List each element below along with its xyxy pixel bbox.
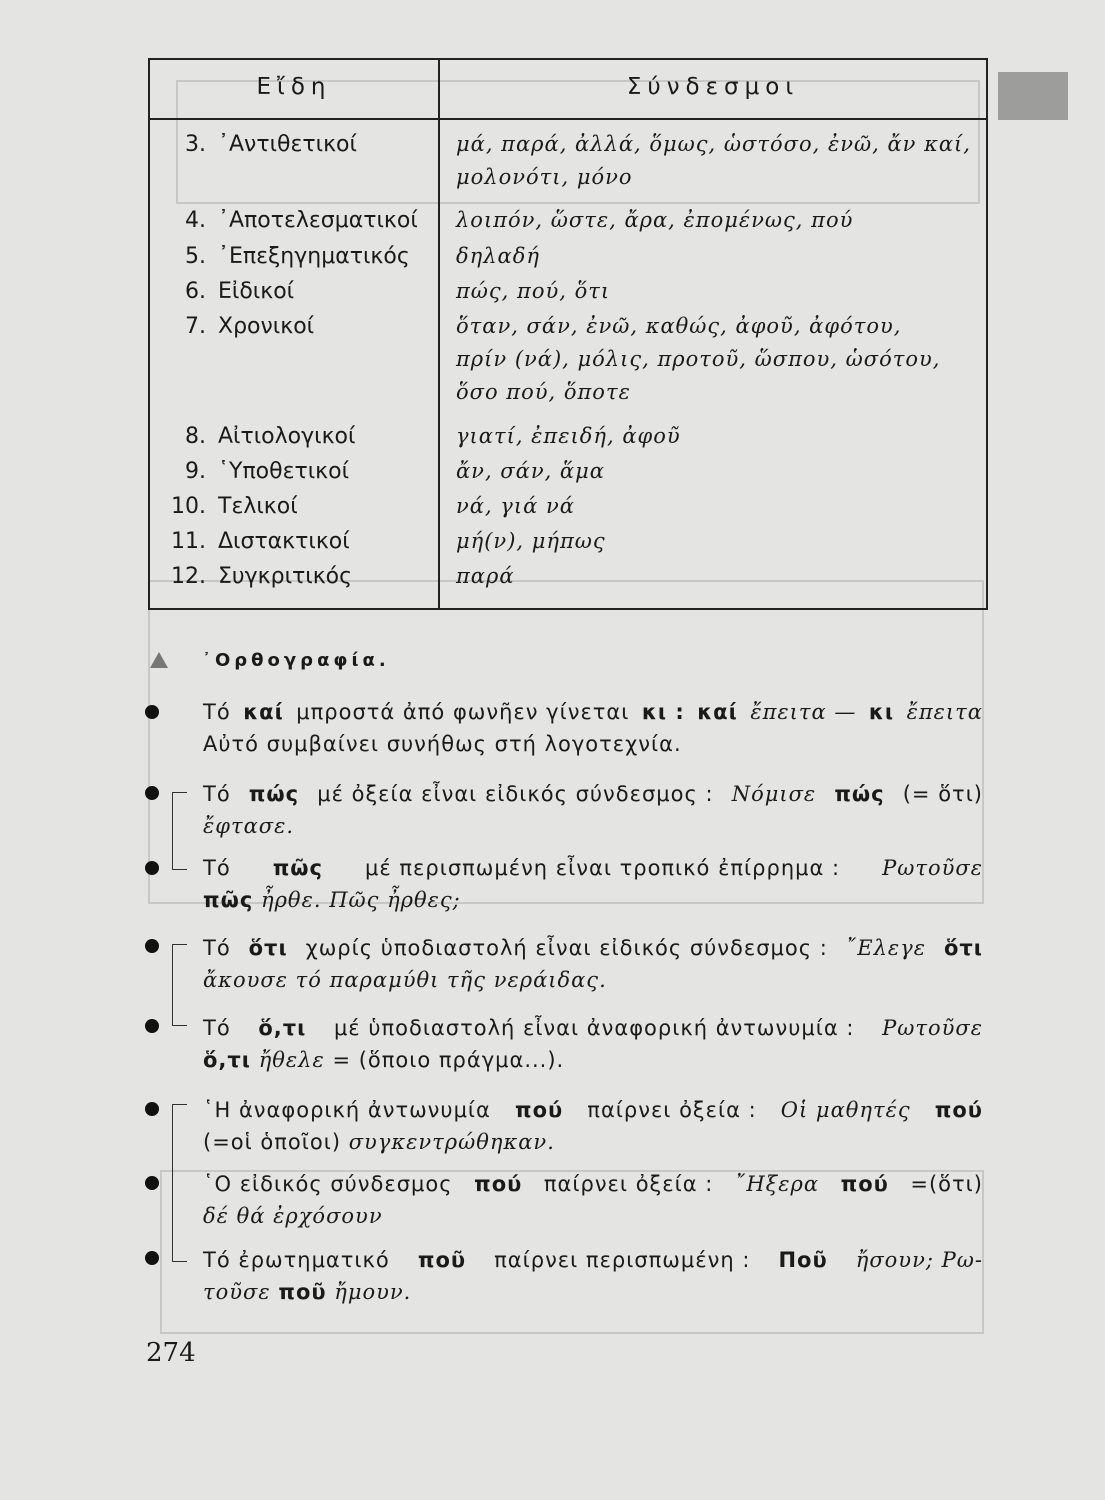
rule-example: ἤσουν; Ρω- [855, 1248, 983, 1272]
row-kind: ῾Υποθετικοί [218, 459, 350, 484]
header-divider [150, 118, 986, 120]
row-kind: ᾿Αποτελεσματικοί [218, 208, 418, 233]
rule-keyword: ὅτι [943, 936, 983, 960]
row-conjunctions: ἄν, σάν, ἅμα [456, 459, 605, 483]
row-number: 11. [171, 529, 206, 554]
rule-text: =(ὅτι) [910, 1172, 983, 1196]
rule-text: χωρίς ὑποδιαστολή εἶναι εἰδικός σύνδεσμος : [305, 936, 828, 960]
row-number: 9. [185, 459, 206, 484]
rule-text: παίρνει ὀξεία : [587, 1098, 757, 1122]
rule-keyword: κι : [641, 700, 685, 724]
orthography-rule [203, 1094, 983, 1158]
row-conjunctions: μά, παρά, ἀλλά, ὅμως, ὡστόσο, ἐνῶ, ἄν καί, [456, 132, 971, 156]
row-conjunctions: λοιπόν, ὥστε, ἄρα, ἐπομένως, πού [456, 208, 854, 232]
rule-text: Αὐτό συμβαίνει συνήθως στή λογοτεχνία. [203, 732, 682, 756]
rule-keyword: καί [243, 700, 284, 724]
header-conjunctions: Σύνδεσμοι [626, 74, 800, 100]
bullet-icon [145, 1019, 159, 1033]
row-kind: Διστακτικοί [218, 529, 350, 554]
row-kind: ᾿Επεξηγηματικός [218, 244, 410, 269]
rule-example: Οἱ μαθητές [780, 1098, 911, 1122]
row-conjunctions: ὅσο πού, ὅποτε [456, 380, 631, 404]
bracket [172, 792, 187, 870]
orthography-rule [203, 1012, 983, 1076]
column-divider [438, 60, 440, 608]
rule-keyword: πώς [248, 782, 300, 806]
orthography-rule [203, 852, 983, 916]
bracket [172, 944, 187, 1026]
row-number: 3. [185, 132, 206, 157]
triangle-icon [150, 652, 168, 668]
header-kinds: Εἴδη [256, 74, 332, 100]
rule-example: δέ θά ἐρχόσουν [203, 1204, 383, 1228]
row-conjunctions: γιατί, ἐπειδή, ἀφοῦ [456, 424, 681, 448]
rule-keyword: ὅ,τι [258, 1016, 307, 1040]
rule-example: ἤμουν. [334, 1280, 412, 1304]
rule-text: μπροστά ἀπό φωνῆεν γίνεται [296, 700, 630, 724]
rule-example: ῎Ηξερα [734, 1172, 820, 1196]
rule-keyword: πού [514, 1098, 564, 1122]
rule-example: ἔπειτα — [750, 700, 857, 724]
row-conjunctions: πρίν (νά), μόλις, προτοῦ, ὥσπου, ὡσότου, [456, 347, 941, 371]
conjunction-table [148, 58, 988, 610]
rule-example: ἄκουσε τό παραμύθι τῆς νεράιδας. [203, 968, 607, 992]
rule-example: Νόμισε [731, 782, 817, 806]
bullet-icon [145, 1176, 159, 1190]
rule-keyword: καί [697, 700, 738, 724]
rule-example: Ρωτοῦσε [882, 856, 983, 880]
rule-keyword: πῶς [272, 856, 323, 880]
page-number: 274 [146, 1338, 196, 1368]
rule-keyword: ποῦ [417, 1248, 467, 1272]
rule-text: ῾Η ἀναφορική ἀντωνυμία [203, 1098, 491, 1122]
rule-keyword: πῶς [203, 888, 254, 912]
bullet-icon [145, 786, 159, 800]
orthography-rule [203, 696, 983, 760]
row-number: 7. [185, 314, 206, 339]
row-number: 10. [171, 494, 206, 519]
rule-example: ῎Ελεγε [845, 936, 926, 960]
rule-keyword: ὅ,τι [203, 1048, 251, 1072]
rule-example: τοῦσε [203, 1280, 271, 1304]
rule-text: Τό [203, 936, 231, 960]
rule-text: Τό [203, 782, 231, 806]
rule-text: (= ὅτι) [902, 782, 983, 806]
rule-example: Ρωτοῦσε [882, 1016, 983, 1040]
section-heading: ᾿Ορθογραφία. [202, 650, 390, 671]
row-conjunctions: νά, γιά νά [456, 494, 575, 518]
row-number: 8. [185, 424, 206, 449]
row-number: 6. [185, 279, 206, 304]
row-kind: Αἰτιολογικοί [218, 424, 356, 449]
bullet-icon [145, 705, 159, 719]
rule-example: ἤθελε [258, 1048, 325, 1072]
bullet-icon [145, 1251, 159, 1265]
row-number: 12. [171, 564, 206, 589]
row-conjunctions: πώς, πού, ὅτι [456, 279, 611, 303]
row-conjunctions: ὅταν, σάν, ἐνῶ, καθώς, ἀφοῦ, ἀφότου, [456, 314, 902, 338]
rule-text: παίρνει περισπωμένη : [494, 1248, 751, 1272]
rule-text: Τό [203, 856, 231, 880]
orthography-rule [203, 932, 983, 996]
rule-text: = (ὅποιο πράγμα...). [332, 1048, 565, 1072]
rule-keyword: πού [474, 1172, 523, 1196]
rule-keyword: Ποῦ [778, 1248, 828, 1272]
row-conjunctions: μολονότι, μόνο [456, 165, 633, 189]
rule-text: παίρνει ὀξεία : [543, 1172, 714, 1196]
rule-text: μέ ὀξεία εἶναι εἰδικός σύνδεσμος : [317, 782, 714, 806]
rule-example: συγκεντρώθηκαν. [348, 1130, 555, 1154]
rule-keyword: ποῦ [278, 1280, 327, 1304]
row-conjunctions: δηλαδή [456, 244, 540, 268]
bracket [172, 1104, 187, 1262]
row-kind: Συγκριτικός [218, 564, 353, 589]
rule-keyword: ὅτι [248, 936, 288, 960]
rule-text: (=οἱ ὁποῖοι) [203, 1130, 342, 1154]
bullet-icon [145, 939, 159, 953]
row-kind: Τελικοί [218, 494, 298, 519]
row-conjunctions: μή(ν), μήπως [456, 529, 606, 553]
rule-example: ἦρθε. Πῶς ἦρθες; [261, 888, 461, 912]
rule-example: ἔφτασε. [203, 814, 295, 838]
rule-keyword: πού [840, 1172, 889, 1196]
row-number: 5. [185, 244, 206, 269]
rule-text: μέ ὑποδιαστολή εἶναι ἀναφορική ἀντωνυμία : [333, 1016, 855, 1040]
rule-text: Τό [203, 1016, 231, 1040]
rule-text: μέ περισπωμένη εἶναι τροπικό ἐπίρρημα : [365, 856, 841, 880]
rule-keyword: κι [868, 700, 895, 724]
row-kind: Χρονικοί [218, 314, 315, 339]
orthography-rule [203, 1168, 983, 1232]
orthography-rule [203, 1244, 983, 1308]
rule-text: ῾Ο εἰδικός σύνδεσμος [203, 1172, 453, 1196]
row-conjunctions: παρά [456, 564, 515, 588]
rule-text: Τό [203, 700, 231, 724]
orthography-rule [203, 778, 983, 842]
row-kind: Εἰδικοί [218, 279, 295, 304]
bleed-through-page-tab [998, 72, 1068, 120]
row-number: 4. [185, 208, 206, 233]
rule-keyword: πώς [834, 782, 885, 806]
bullet-icon [145, 1102, 159, 1116]
rule-keyword: πού [934, 1098, 983, 1122]
rule-text: Τό ἐρωτηματικό [203, 1248, 390, 1272]
bullet-icon [145, 861, 159, 875]
row-kind: ᾿Αντιθετικοί [218, 132, 357, 157]
rule-example: ἔπειτα [906, 700, 983, 724]
